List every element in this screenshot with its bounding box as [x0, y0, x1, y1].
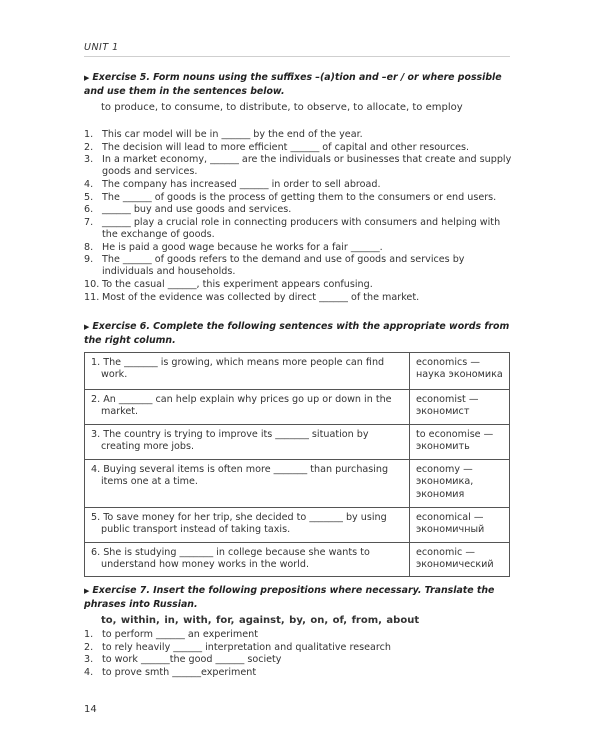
exercise-6-heading-text: Exercise 6. Complete the following sentences with the appropriate words from the right column.	[84, 321, 510, 346]
page-number: 14	[84, 704, 97, 715]
word-cell	[410, 390, 510, 425]
word-translation: экономичный	[416, 524, 485, 536]
exercise-5-heading	[84, 71, 514, 99]
word-translation: экономить	[416, 441, 470, 453]
header-divider	[84, 56, 510, 57]
sentence-line: 2. An _______ can help explain why prices go up or down in the	[91, 394, 392, 405]
item-number: 4.	[84, 179, 94, 190]
exercise-7-heading-text: Exercise 7. Insert the following prepositions where necessary. Translate the phrases into Russian.	[84, 585, 495, 610]
triangle-bullet-icon: ▶	[84, 74, 90, 82]
word-translation: экономия	[416, 488, 465, 500]
item-text: To the casual ______, this experiment appears confusing.	[102, 279, 373, 290]
item-text: In a market economy, ______ are the individuals or businesses that create and supply goods and services.	[102, 154, 512, 178]
exercise-7-preposition-list: to, within, in, with, for, against, by, on, of, from, about	[101, 615, 420, 626]
table-row	[85, 508, 510, 543]
sentence-cell	[85, 390, 410, 425]
item-number: 8.	[84, 241, 94, 253]
word-cell	[410, 353, 510, 390]
sentence-cell	[85, 543, 410, 577]
item-text: to rely heavily ______ interpretation and qualitative research	[102, 641, 391, 653]
exercise-6-table	[84, 352, 510, 577]
item-number: 9.	[84, 254, 94, 265]
item-text: This car model will be in ______ by the end of the year.	[102, 129, 363, 140]
word-line: economy —	[416, 464, 473, 475]
sentence-cell	[85, 508, 410, 543]
item-text: The company has increased ______ in order to sell abroad.	[102, 179, 381, 190]
word-cell	[410, 460, 510, 508]
item-number: 2.	[84, 141, 94, 153]
item-number: 6.	[84, 204, 94, 215]
sentence-line: 1. The _______ is growing, which means more people can find	[91, 357, 385, 368]
item-text: The decision will lead to more efficient ______ of capital and other resources.	[102, 141, 470, 153]
word-cell	[410, 543, 510, 577]
sentence-line: work.	[101, 369, 128, 381]
sentence-line: creating more jobs.	[101, 441, 195, 453]
triangle-bullet-icon: ▶	[84, 587, 90, 595]
exercise-7-heading	[84, 584, 514, 612]
word-line: economics —	[416, 357, 480, 368]
exercise-5-word-list: to produce, to consume, to distribute, to observe, to allocate, to employ	[101, 102, 463, 113]
item-text: The ______ of goods refers to the demand and use of goods and services by individuals and households.	[102, 254, 465, 278]
table-row	[85, 460, 510, 508]
item-text: The ______ of goods is the process of getting them to the consumers or end users.	[102, 191, 497, 203]
item-text: He is paid a good wage because he works for a fair ______.	[102, 241, 383, 253]
word-cell	[410, 508, 510, 543]
word-line: economical —	[416, 512, 484, 523]
item-number: 1.	[84, 629, 94, 640]
sentence-line: 5. To save money for her trip, she decided to _______ by using	[91, 512, 387, 523]
sentence-line: 4. Buying several items is often more _______ than purchasing	[91, 464, 389, 475]
item-text: to prove smth ______experiment	[102, 666, 257, 678]
item-number: 11.	[84, 291, 100, 303]
sentence-line: understand how money works in the world.	[101, 559, 310, 571]
sentence-line: public transport instead of taking taxis.	[101, 524, 291, 536]
word-cell	[410, 425, 510, 460]
table-row	[85, 543, 510, 577]
word-line: to economise —	[416, 429, 494, 440]
item-number: 7.	[84, 216, 94, 228]
item-number: 3.	[84, 654, 94, 665]
item-number: 1.	[84, 129, 94, 140]
word-translation: экономический	[416, 559, 494, 571]
item-number: 2.	[84, 641, 94, 653]
item-number: 5.	[84, 191, 94, 203]
item-text: ______ play a crucial role in connecting producers with consumers and helping with the exchange of goods.	[102, 216, 501, 240]
sentence-line: 3. The country is trying to improve its _______ situation by	[91, 429, 369, 440]
table-row	[85, 353, 510, 390]
sentence-cell	[85, 460, 410, 508]
sentence-cell	[85, 353, 410, 390]
item-number: 4.	[84, 666, 94, 678]
sentence-line: items one at a time.	[101, 476, 198, 488]
exercise-5-heading-text: Exercise 5. Form nouns using the suffixes –(a)tion and –er / or where possible and use them in the sentences below.	[84, 72, 502, 97]
exercise-6-heading	[84, 320, 514, 348]
item-number: 3.	[84, 154, 94, 165]
word-line: economic —	[416, 547, 475, 558]
unit-label: UNIT 1	[84, 42, 119, 53]
item-text: ______ buy and use goods and services.	[102, 204, 292, 215]
item-number: 10.	[84, 279, 100, 290]
item-text: Most of the evidence was collected by direct ______ of the market.	[102, 291, 420, 303]
table-row	[85, 390, 510, 425]
word-line: economist —	[416, 394, 479, 405]
word-translation: экономика,	[416, 476, 474, 488]
sentence-line: market.	[101, 406, 139, 418]
word-translation: экономист	[416, 406, 470, 418]
sentence-line: 6. She is studying _______ in college because she wants to	[91, 547, 370, 558]
item-text: to work ______the good ______ society	[102, 654, 282, 665]
word-translation: наука экономика	[416, 369, 503, 381]
table-row	[85, 425, 510, 460]
item-text: to perform ______ an experiment	[102, 629, 258, 640]
sentence-cell	[85, 425, 410, 460]
triangle-bullet-icon: ▶	[84, 323, 90, 331]
